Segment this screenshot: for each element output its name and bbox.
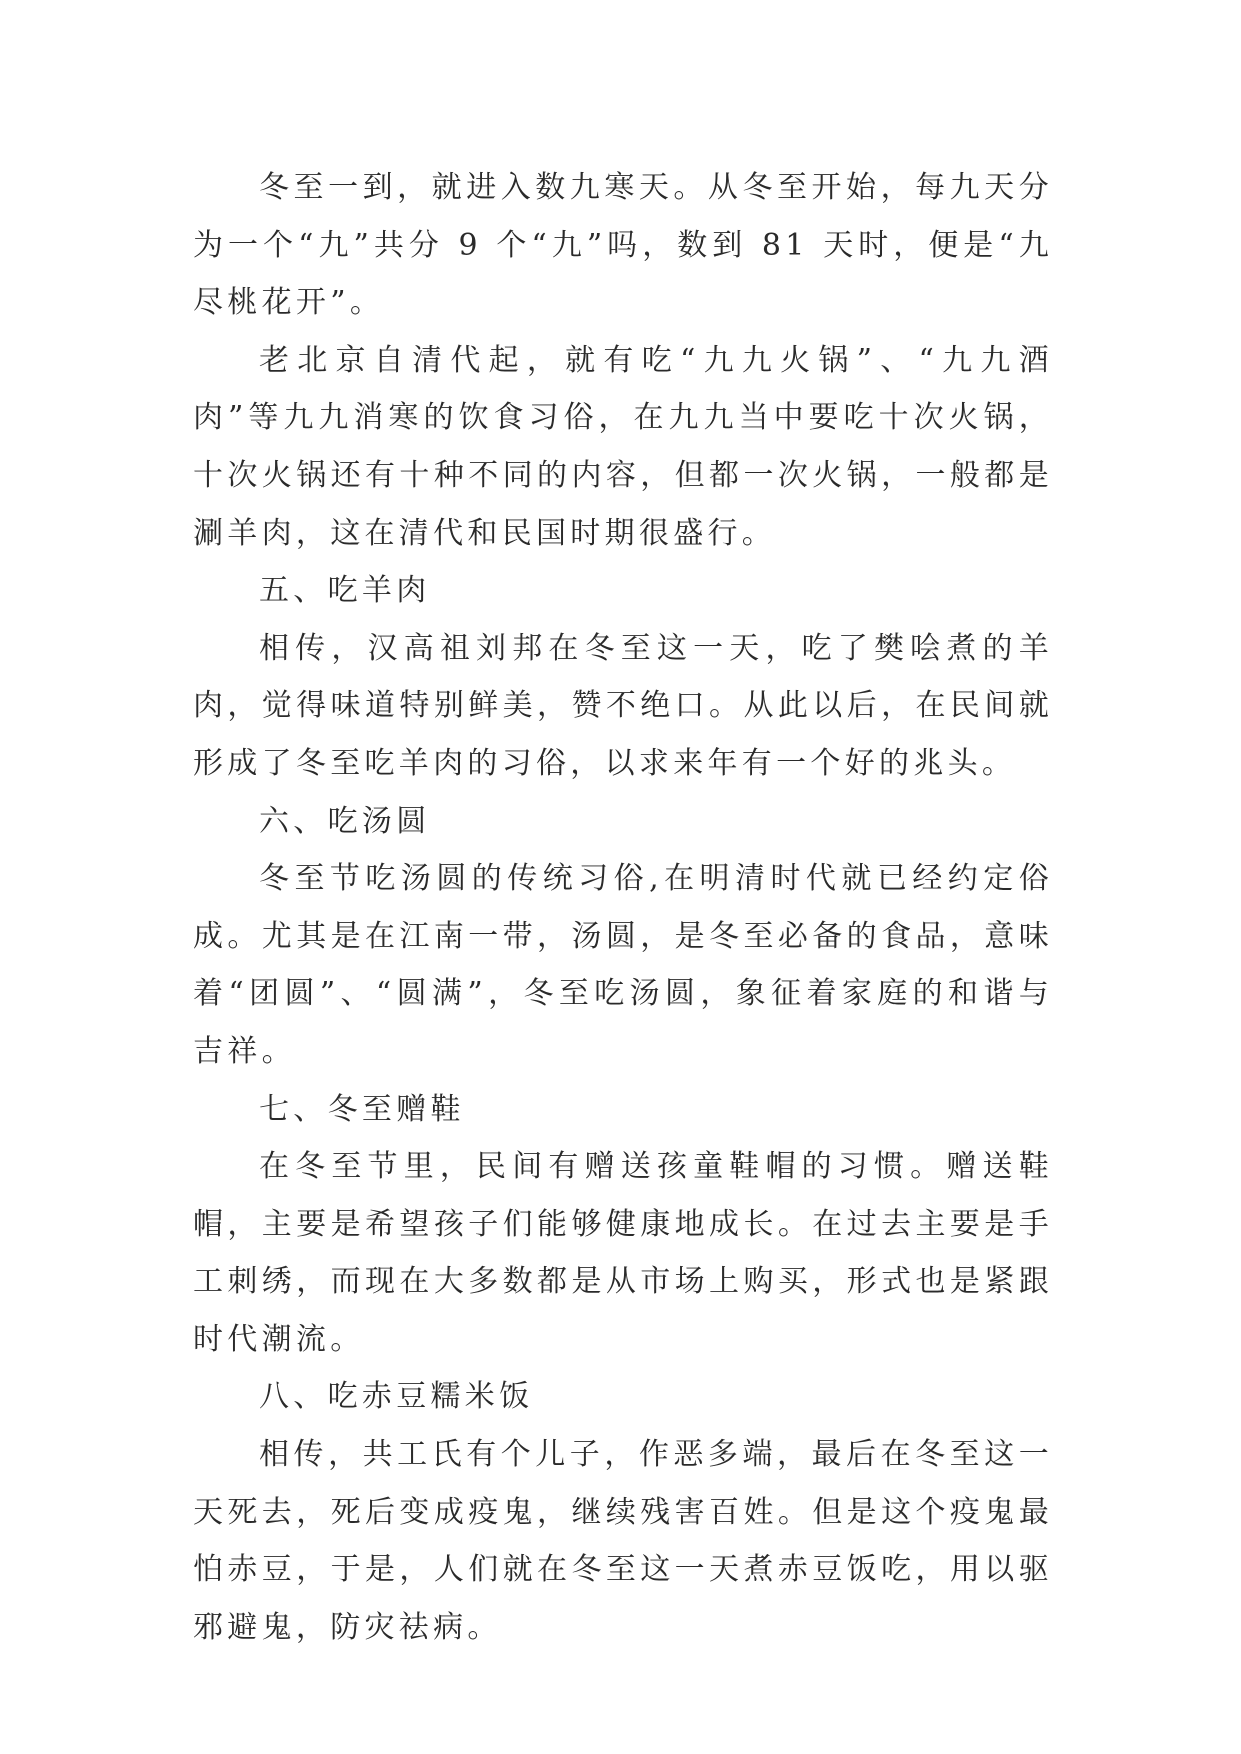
- paragraph-mutton: 相传，汉高祖刘邦在冬至这一天，吃了樊哙煮的羊肉，觉得味道特别鲜美，赞不绝口。从此以后，在民间就形成了冬至吃羊肉的习俗，以求来年有一个好的兆头。: [193, 630, 1053, 781]
- paragraph-beijing-hotpot: 老北京自清代起，就有吃“九九火锅”、“九九酒肉”等九九消寒的饮食习俗，在九九当中要吃十次火锅，十次火锅还有十种不同的内容，但都一次火锅，一般都是涮羊肉，这在清代和民国时期很盛行。: [193, 342, 1053, 551]
- paragraph-shoes: 在冬至节里，民间有赠送孩童鞋帽的习惯。赠送鞋帽，主要是希望孩子们能够健康地成长。在过去主要是手工刺绣，而现在大多数都是从市场上购买，形式也是紧跟时代潮流。: [193, 1149, 1053, 1357]
- paragraph-shujiu: 冬至一到，就进入数九寒天。从冬至开始，每九天分为一个“九”共分 9 个“九”吗，数到 81 天时，便是“九尽桃花开”。: [193, 170, 1053, 321]
- section-heading-tangyuan: 六、吃汤圆: [259, 803, 431, 839]
- section-heading-shoes: 七、冬至赠鞋: [259, 1091, 465, 1127]
- paragraph-red-bean-rice: 相传，共工氏有个儿子，作恶多端，最后在冬至这一天死去，死后变成疫鬼，继续残害百姓。但是这个疫鬼最怕赤豆，于是，人们就在冬至这一天煮赤豆饭吃，用以驱邪避鬼，防灾祛病。: [193, 1437, 1053, 1645]
- section-heading-mutton: 五、吃羊肉: [259, 573, 431, 609]
- document-body: [193, 159, 1053, 1656]
- paragraph-tangyuan: 冬至节吃汤圆的传统习俗,在明清时代就已经约定俗成。尤其是在江南一带，汤圆，是冬至必备的食品，意味着“团圆”、“圆满”，冬至吃汤圆，象征着家庭的和谐与吉祥。: [193, 861, 1053, 1069]
- section-heading-red-bean-rice: 八、吃赤豆糯米饭: [259, 1379, 534, 1415]
